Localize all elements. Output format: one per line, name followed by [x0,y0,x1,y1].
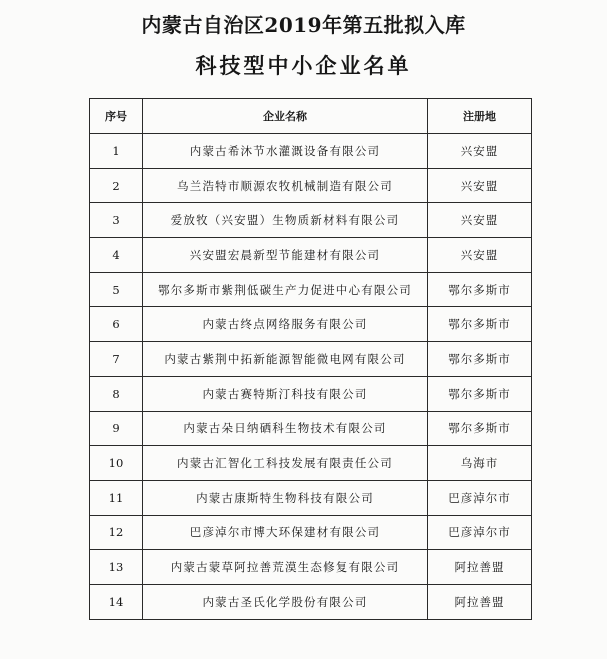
table-row [90,480,532,515]
company-list-table [89,98,532,620]
table-row [90,342,532,377]
location-cell: 兴安盟 [428,238,532,273]
company-name-cell: 内蒙古希沐节水灌溉设备有限公司 [143,134,428,169]
company-name-cell: 兴安盟宏晨新型节能建材有限公司 [143,238,428,273]
company-name-cell: 内蒙古终点网络服务有限公司 [143,307,428,342]
company-name-cell: 内蒙古朵日纳硒科生物技术有限公司 [143,411,428,446]
table-row [90,584,532,619]
header-serial-number: 序号 [90,99,143,134]
table-row [90,203,532,238]
company-name-cell: 内蒙古赛特斯汀科技有限公司 [143,376,428,411]
table-row [90,446,532,481]
table-row [90,168,532,203]
serial-number-cell: 7 [90,342,143,377]
table-body [90,134,532,620]
serial-number-cell: 11 [90,480,143,515]
location-cell: 巴彦淖尔市 [428,515,532,550]
location-cell: 鄂尔多斯市 [428,376,532,411]
serial-number-cell: 6 [90,307,143,342]
serial-number-cell: 9 [90,411,143,446]
serial-number-cell: 5 [90,272,143,307]
header-row [90,99,532,134]
company-name-cell: 内蒙古紫荆中拓新能源智能微电网有限公司 [143,342,428,377]
company-name-cell: 乌兰浩特市顺源农牧机械制造有限公司 [143,168,428,203]
serial-number-cell: 2 [90,168,143,203]
table-header [90,99,532,134]
company-name-cell: 内蒙古汇智化工科技发展有限责任公司 [143,446,428,481]
serial-number-cell: 1 [90,134,143,169]
document-title-line-1: 内蒙古自治区2019年第五批拟入库 [141,13,466,37]
serial-number-cell: 4 [90,238,143,273]
location-cell: 鄂尔多斯市 [428,307,532,342]
location-cell: 巴彦淖尔市 [428,480,532,515]
company-name-cell: 鄂尔多斯市紫荆低碳生产力促进中心有限公司 [143,272,428,307]
table-row [90,515,532,550]
table-row [90,411,532,446]
table-row [90,550,532,585]
table-row [90,376,532,411]
serial-number-cell: 12 [90,515,143,550]
serial-number-cell: 3 [90,203,143,238]
location-cell: 兴安盟 [428,134,532,169]
serial-number-cell: 8 [90,376,143,411]
header-company-name: 企业名称 [143,99,428,134]
location-cell: 阿拉善盟 [428,584,532,619]
serial-number-cell: 10 [90,446,143,481]
serial-number-cell: 13 [90,550,143,585]
table-row [90,272,532,307]
location-cell: 兴安盟 [428,203,532,238]
location-cell: 阿拉善盟 [428,550,532,585]
location-cell: 兴安盟 [428,168,532,203]
table-row [90,134,532,169]
table-row [90,238,532,273]
location-cell: 鄂尔多斯市 [428,411,532,446]
company-name-cell: 内蒙古蒙草阿拉善荒漠生态修复有限公司 [143,550,428,585]
company-name-cell: 内蒙古康斯特生物科技有限公司 [143,480,428,515]
location-cell: 鄂尔多斯市 [428,342,532,377]
location-cell: 乌海市 [428,446,532,481]
company-name-cell: 爱放牧（兴安盟）生物质新材料有限公司 [143,203,428,238]
header-registered-location: 注册地 [428,99,532,134]
company-name-cell: 巴彦淖尔市博大环保建材有限公司 [143,515,428,550]
table-row [90,307,532,342]
location-cell: 鄂尔多斯市 [428,272,532,307]
serial-number-cell: 14 [90,584,143,619]
document-title-line-2: 科技型中小企业名单 [195,53,412,78]
company-name-cell: 内蒙古圣氏化学股份有限公司 [143,584,428,619]
